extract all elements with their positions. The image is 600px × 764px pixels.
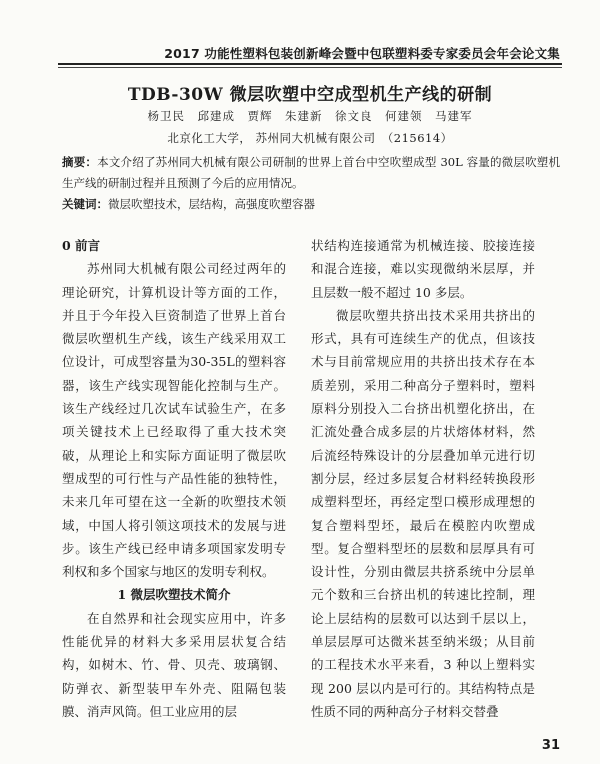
- paragraph-intro: 苏州同大机械有限公司经过两年的理论研究，计算机设计等方面的工作，并且于今年投入巨资制造了世界上首台微层吹塑机生产线，该生产线采用双工位设计，可成型容量为30-35L的塑料容器，该生产线实现智能化控制与生产。该生产线经过几次试车试验生产，在多项关键技术上已经取得了重大技术突破，从理论上和实际方面证明了微层吹塑成型的可行性与产品性能的独特性，未来几年可望在这一全新的吹塑技术领域，中国人将引领这项技术的发展与进步。该生产线已经申请多项国家发明专利权和多个国家与地区的发明专利权。: [62, 261, 286, 580]
- authors: 杨卫民 邱建成 贾辉 朱建新 徐文良 何建领 马建军: [147, 109, 473, 123]
- paper-title: TDB-30W 微层吹塑中空成型机生产线的研制: [127, 85, 493, 105]
- header-rule-thin: [58, 67, 562, 68]
- running-header: 2017 功能性塑料包装创新峰会暨中包联塑料委专家委员会年会论文集: [164, 46, 560, 61]
- paragraph-coextrusion: 微层吹塑共挤出技术采用共挤出的形式，具有可连续生产的优点，但该技术与目前常规应用的共挤出技术存在本质差别，采用二种高分子塑料时，塑料原料分别投入二台挤出机塑化挤出，在汇流处叠合成多层的片状熔体材料，然后流经特殊设计的分层叠加单元进行切割分层，经过多层复合材料经转换段形成塑料型坯，再经定型口模形成理想的复合塑料型坯，最后在模腔内吹塑成型。复合塑料型坯的层数和层厚具有可设计性，分别由微层共挤系统中分层单元个数和三台挤出机的转速比控制，理论上层结构的层数可以达到千层以上，单层层厚可达微米甚至纳米级；从目前的工程技术水平来看，3 种以上塑料实现 200 层以内是可行的。其结构特点是性质不同的两种高分子材料交替叠: [311, 307, 535, 719]
- abstract: [62, 152, 560, 194]
- abstract-label: 摘要：: [62, 155, 98, 169]
- abstract-text: 本文介绍了苏州同大机械有限公司研制的世界上首台中空吹塑成型 30L 容量的微层吹塑机生产线的研制过程并且预测了今后的应用情况。: [62, 155, 561, 190]
- paragraph-continued: 状结构连接通常为机械连接、胶接连接和混合连接，难以实现微纳米层厚，并且层数一般不超过 10 多层。: [311, 238, 535, 300]
- affiliation: 北京化工大学， 苏州同大机械有限公司 （215614）: [167, 131, 453, 145]
- left-column: [62, 234, 286, 723]
- keywords: [62, 196, 560, 212]
- page-number: 31: [541, 738, 560, 753]
- section-heading-1: 1 微层吹塑技术简介: [117, 587, 231, 603]
- keywords-text: 微层吹塑技术，层结构，高强度吹塑容器: [108, 197, 315, 211]
- paragraph-sec1: 在自然界和社会现实应用中，许多性能优异的材料大多采用层状复合结构，如树木、竹、骨、贝壳、玻璃钢、防弹衣、新型装甲车外壳、阻隔包装膜、消声风筒。但工业应用的层: [62, 610, 286, 719]
- header-rule: [58, 63, 562, 65]
- right-column: [311, 234, 535, 723]
- section-heading-0: 0 前言: [62, 238, 101, 253]
- keywords-label: 关键词：: [62, 197, 108, 211]
